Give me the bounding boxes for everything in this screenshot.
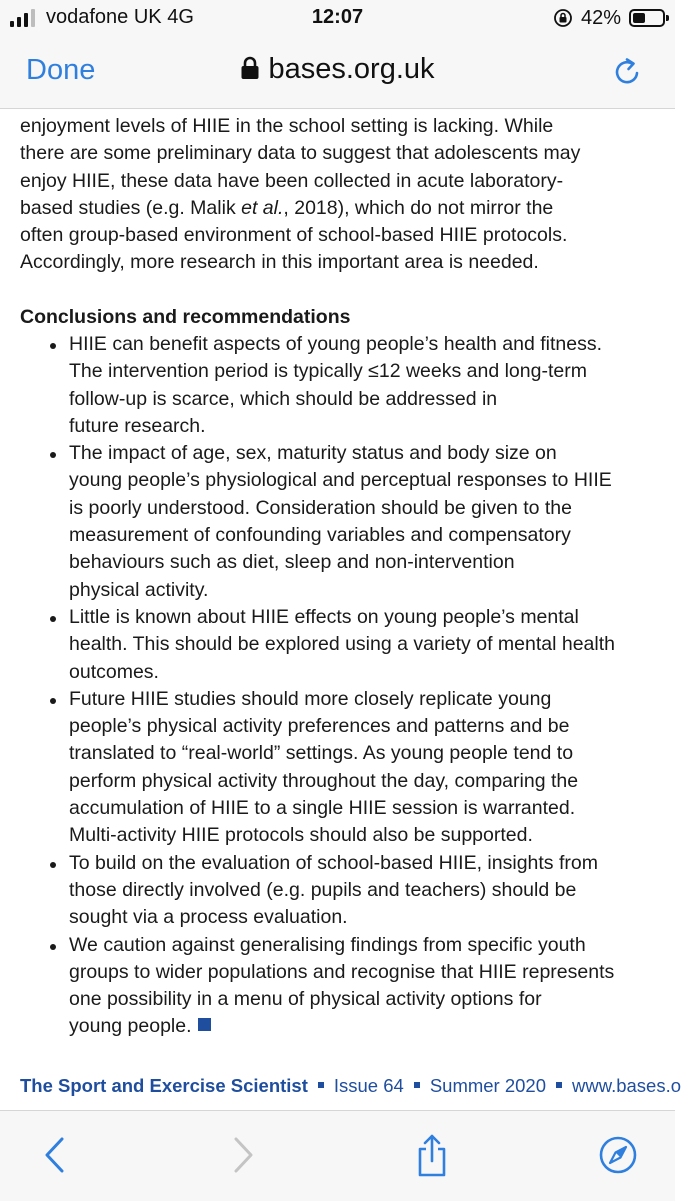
paragraph-line: enjoy HIIE, these data have been collected in acute laboratory-	[20, 169, 564, 192]
list-item-line: HIIE can benefit aspects of young people’s health and fitness.	[69, 333, 602, 355]
list-item-line: physical activity.	[69, 578, 209, 601]
list-item	[0, 686, 675, 850]
status-bar	[0, 0, 675, 36]
list-item	[0, 440, 675, 604]
list-item-line-text: young people.	[69, 1015, 192, 1038]
list-item-line: To build on the evaluation of school-based HIIE, insights from	[69, 851, 598, 874]
list-item-line: sought via a process evaluation.	[69, 906, 348, 929]
carrier-label: vodafone UK 4G	[46, 6, 194, 28]
list-item-line: The impact of age, sex, maturity status and body size on	[69, 442, 557, 465]
list-item-line: accumulation of HIIE to a single HIIE session is warranted.	[69, 797, 576, 820]
battery-icon	[629, 9, 665, 27]
list-item-line: one possibility in a menu of physical activity options for	[69, 988, 542, 1011]
browser-header	[0, 36, 675, 109]
list-item-line: health. This should be explored using a variety of mental health	[69, 633, 615, 656]
list-item-line: future research.	[69, 414, 206, 437]
list-item-line: follow-up is scarce, which should be addressed in	[69, 387, 498, 410]
section-heading: Conclusions and recommendations	[20, 306, 351, 328]
separator-icon	[318, 1082, 324, 1088]
list-item-line: groups to wider populations and recognise that HIIE represents	[69, 960, 615, 983]
document-page	[0, 109, 681, 1096]
bullet-icon	[50, 343, 56, 349]
share-icon[interactable]	[412, 1133, 452, 1177]
rotation-lock-icon	[553, 8, 573, 28]
paragraph-line: based studies (e.g. Malik et al., 2018), which do not mirror the	[20, 196, 554, 219]
forward-arrow-icon[interactable]	[222, 1133, 262, 1177]
list-item-line: measurement of confounding variables and compensatory	[69, 524, 571, 547]
list-item-line: people’s physical activity preferences and patterns and be	[69, 715, 570, 738]
issue-number: Issue 64	[333, 1075, 404, 1096]
list-item-line: young people’s physiological and perceptual responses to HIIE	[69, 469, 612, 492]
list-item-line: outcomes.	[69, 660, 159, 683]
list-item-line: is poorly understood. Consideration should be given to the	[69, 496, 572, 519]
bullet-icon	[50, 944, 56, 950]
journal-footer	[20, 1072, 681, 1099]
issue-season: Summer 2020	[429, 1075, 547, 1096]
paragraph-line: often group-based environment of school-based HIIE protocols.	[20, 224, 568, 247]
separator-icon	[556, 1082, 562, 1088]
list-item-line: We caution against generalising findings from specific youth	[69, 933, 586, 956]
bullet-icon	[50, 452, 56, 458]
list-item	[0, 850, 675, 932]
address-bar[interactable]	[0, 53, 675, 86]
battery-percent: 42%	[580, 6, 621, 29]
list-item	[0, 331, 675, 440]
bullet-icon	[50, 698, 56, 704]
done-button[interactable]: Done	[26, 54, 96, 86]
separator-icon	[414, 1082, 420, 1088]
journal-title: The Sport and Exercise Scientist	[20, 1075, 308, 1096]
url-text: bases.org.uk	[268, 53, 435, 85]
lock-icon	[240, 56, 260, 80]
paragraph-line: there are some preliminary data to suggest that adolescents may	[20, 142, 581, 165]
browser-toolbar	[0, 1110, 675, 1201]
list-item-line: those directly involved (e.g. pupils and teachers) should be	[69, 878, 577, 901]
journal-website: www.bases.o	[572, 1075, 681, 1096]
list-item-line: perform physical activity throughout the day, comparing the	[69, 769, 579, 792]
back-arrow-icon[interactable]	[36, 1133, 76, 1177]
intro-paragraph	[20, 113, 660, 277]
list-item-line: translated to “real-world” settings. As young people tend to	[69, 742, 574, 765]
list-item-line: Multi-activity HIIE protocols should also be supported.	[69, 824, 533, 847]
recommendations-list	[0, 331, 675, 1041]
bullet-icon	[50, 616, 56, 622]
list-item-line: Future HIIE studies should more closely replicate young	[69, 687, 552, 710]
list-item	[0, 932, 675, 1041]
paragraph-line: Accordingly, more research in this important area is needed.	[20, 251, 539, 274]
paragraph-line: enjoyment levels of HIIE in the school setting is lacking. While	[20, 115, 554, 137]
list-item-line: The intervention period is typically ≤12 weeks and long-term	[69, 360, 587, 383]
list-item-line: behaviours such as diet, sleep and non-intervention	[69, 551, 515, 574]
reload-icon[interactable]	[613, 56, 643, 88]
list-item-line	[69, 1013, 675, 1040]
end-of-article-icon	[198, 1018, 211, 1031]
list-item-line: Little is known about HIIE effects on young people’s mental	[69, 605, 579, 628]
compass-icon[interactable]	[598, 1133, 638, 1177]
list-item	[0, 604, 675, 686]
clock: 12:07	[311, 6, 364, 28]
bullet-icon	[50, 862, 56, 868]
